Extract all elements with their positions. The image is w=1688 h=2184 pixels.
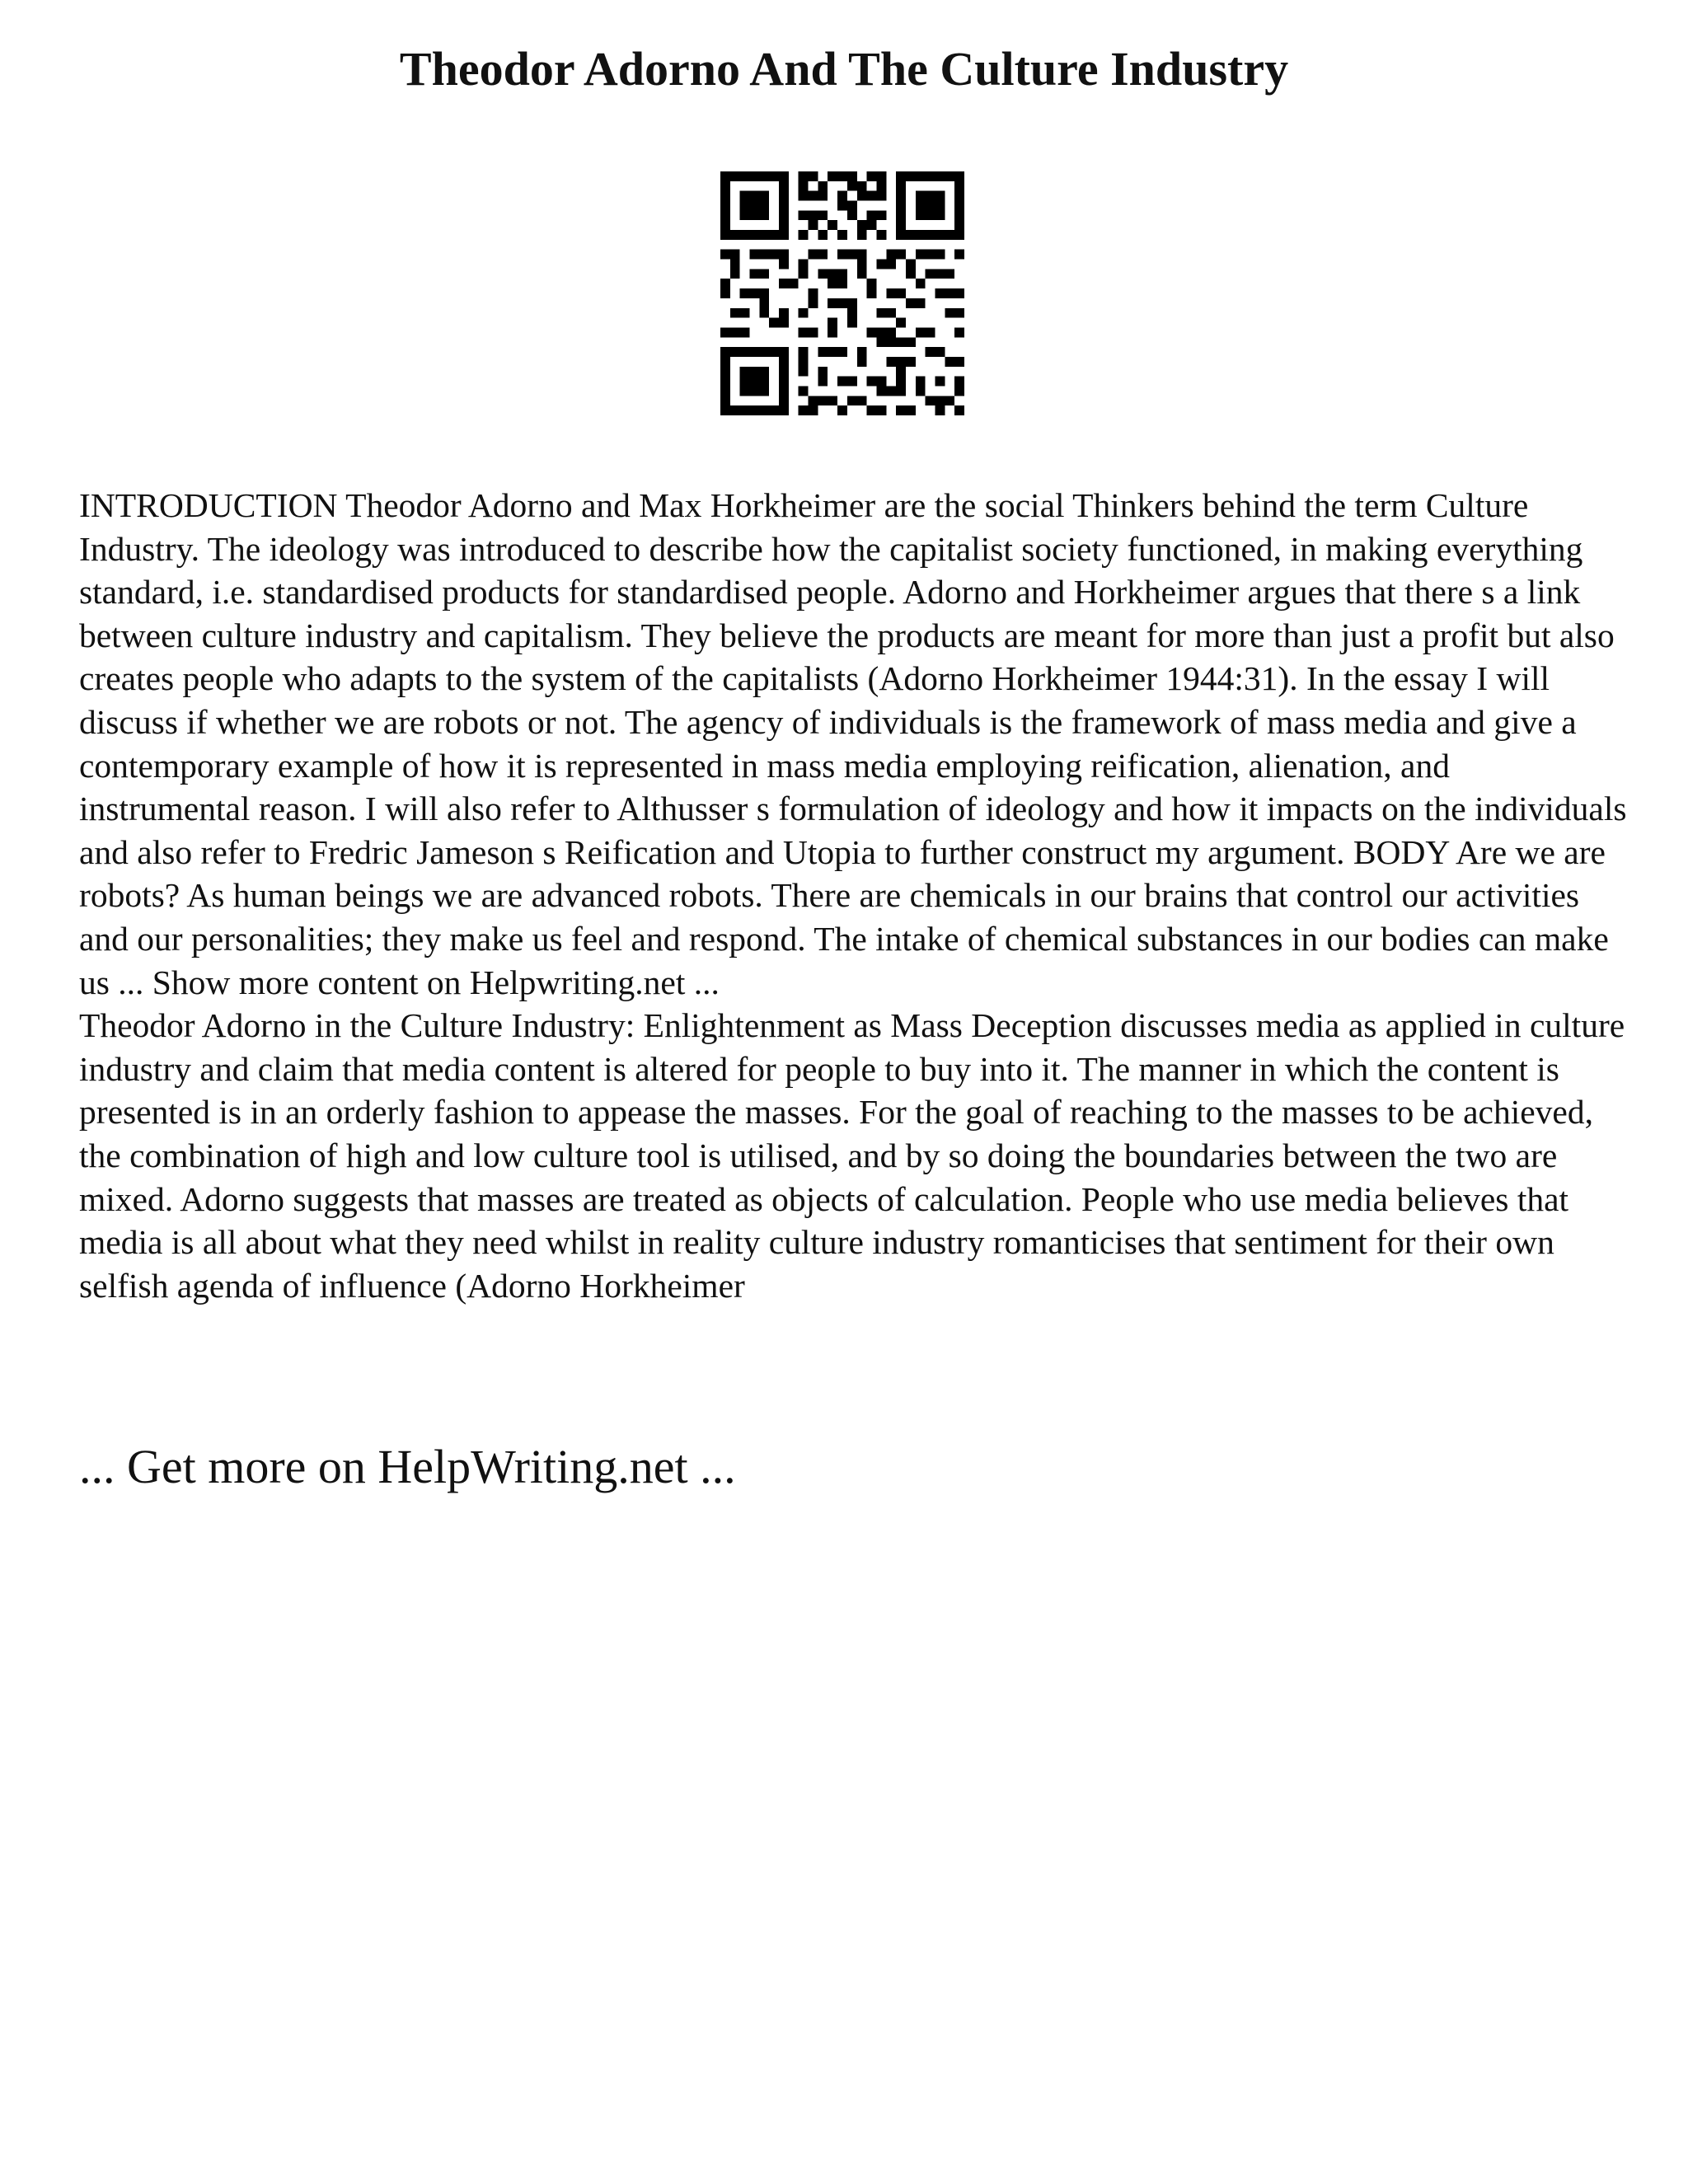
paragraph-introduction: INTRODUCTION Theodor Adorno and Max Horkheimer are the social Thinkers behind the term Culture Industry. The ideology was introduced to describe how the capitalist society functioned, in making everything standard, i.e. standardised products for standardised people. Adorno and Horkheimer argues that there s a link between culture industry and capitalism. They believe the products are meant for more than just a profit but also creates people who adapts to the system of the capitalists (Adorno Horkheimer 1944:31). In the essay I will discuss if whether we are robots or not. The agency of individuals is the framework of mass media and give a contemporary example of how it is represented in mass media employing reification, alienation, and instrumental reason. I will also refer to Althusser s formulation of ideology and how it impacts on the individuals and also refer to Fredric Jameson s Reification and Utopia to further construct my argument. BODY Are we are robots? As human beings we are advanced robots. There are chemicals in our brains that control our activities and our personalities; they make us feel and respond. The intake of chemical substances in our bodies can make us ... Show more content on Helpwriting.net ... bbox=[79, 486, 1627, 1001]
qr-code-icon bbox=[720, 171, 964, 415]
get-more-link[interactable]: ... Get more on HelpWriting.net ... bbox=[79, 1440, 736, 1493]
document-title: Theodor Adorno And The Culture Industry bbox=[399, 42, 1289, 96]
paragraph-culture-industry: Theodor Adorno in the Culture Industry: Enlightenment as Mass Deception discusses media as applied in culture industry and claim that media content is altered for people to buy into it. The manner in which the content is presented is in an orderly fashion to appease the masses. For the goal of reaching to the masses to be achieved, the combination of high and low culture tool is utilised, and by so doing the boundaries between the two are mixed. Adorno suggests that masses are treated as objects of calculation. People who use media believes that media is all about what they need whilst in reality culture industry romanticises that sentiment for their own selfish agenda of influence (Adorno Horkheimer bbox=[79, 1006, 1625, 1305]
essay-body bbox=[79, 484, 1629, 1307]
